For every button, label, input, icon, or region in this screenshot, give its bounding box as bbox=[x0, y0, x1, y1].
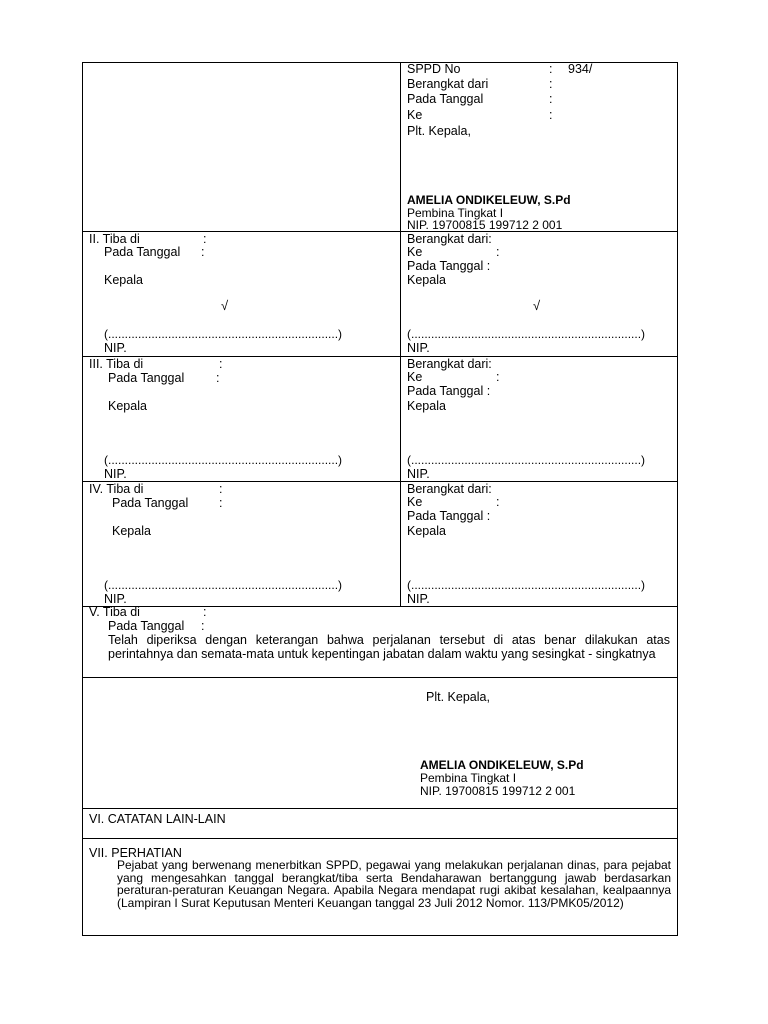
signature-dots: (.....................................................................) bbox=[104, 327, 343, 341]
plt-kepala-label: Plt. Kepala, bbox=[426, 690, 490, 704]
right-signature-dots: (.....................................................................) bbox=[407, 578, 646, 592]
column-divider bbox=[400, 62, 401, 606]
right-pada-tanggal: Pada Tanggal : bbox=[407, 259, 491, 273]
pada-tanggal-label: Pada Tanggal bbox=[108, 619, 185, 633]
signer-name: AMELIA ONDIKELEUW, S.Pd bbox=[407, 193, 571, 207]
tiba-di-label: II. Tiba di bbox=[89, 232, 140, 246]
signer-nip: NIP. 19700815 199712 2 001 bbox=[407, 218, 563, 232]
nip-label: NIP. bbox=[104, 467, 127, 481]
right-kepala-label: Kepala bbox=[407, 399, 446, 413]
pada-tanggal-label: Pada Tanggal bbox=[104, 245, 181, 259]
right-kepala-label: Kepala bbox=[407, 524, 446, 538]
row-divider-4 bbox=[82, 606, 678, 607]
checkmark-icon: √ bbox=[533, 298, 541, 313]
tiba-di-colon: : bbox=[203, 605, 207, 619]
right-berangkat-dari: Berangkat dari: bbox=[407, 482, 492, 496]
tiba-di-colon: : bbox=[219, 357, 223, 371]
pada-tanggal-label: Pada Tanggal bbox=[407, 92, 484, 106]
right-signature-dots: (.....................................................................) bbox=[407, 327, 646, 341]
row-divider-7 bbox=[82, 838, 678, 839]
sppd-no-label: SPPD No bbox=[407, 62, 461, 76]
right-ke-label: Ke bbox=[407, 245, 423, 259]
pada-tanggal-label: Pada Tanggal bbox=[108, 371, 185, 385]
statement-text: Telah diperiksa dengan keterangan bahwa perjalanan tersebut di atas benar dilakukan atas perintahnya dan semata-mata untuk kepentingan jabatan dalam waktu yang sesingkat - singkatnya bbox=[108, 633, 670, 661]
pada-tanggal-colon: : bbox=[216, 371, 220, 385]
checkmark-icon: √ bbox=[221, 298, 229, 313]
nip-label: NIP. bbox=[104, 592, 127, 606]
right-pada-tanggal: Pada Tanggal : bbox=[407, 509, 491, 523]
tiba-di-label: IV. Tiba di bbox=[89, 482, 144, 496]
right-nip-label: NIP. bbox=[407, 467, 430, 481]
right-ke-colon: : bbox=[496, 245, 500, 259]
table-right-border bbox=[677, 62, 678, 935]
table-bottom-border bbox=[82, 935, 678, 936]
pada-tanggal-colon: : bbox=[201, 245, 205, 259]
row-divider-3 bbox=[82, 481, 678, 482]
sppd-no-colon: : bbox=[549, 62, 553, 76]
row-divider-2 bbox=[82, 356, 678, 357]
right-nip-label: NIP. bbox=[407, 592, 430, 606]
signer-rank: Pembina Tingkat I bbox=[420, 771, 517, 785]
signer-rank: Pembina Tingkat I bbox=[407, 206, 504, 220]
signature-dots: (.....................................................................) bbox=[104, 578, 343, 592]
right-kepala-label: Kepala bbox=[407, 273, 446, 287]
row-divider-6 bbox=[82, 808, 678, 809]
right-ke-colon: : bbox=[496, 495, 500, 509]
kepala-label: Kepala bbox=[108, 399, 147, 413]
pada-tanggal-colon: : bbox=[201, 619, 205, 633]
tiba-di-colon: : bbox=[219, 482, 223, 496]
nip-label: NIP. bbox=[104, 341, 127, 355]
right-nip-label: NIP. bbox=[407, 341, 430, 355]
berangkat-dari-colon: : bbox=[549, 77, 553, 91]
row-divider-5 bbox=[82, 677, 678, 678]
tiba-di-label: V. Tiba di bbox=[89, 605, 140, 619]
sppd-no-value: 934/ bbox=[568, 62, 593, 76]
row-divider-1 bbox=[82, 231, 678, 232]
right-ke-label: Ke bbox=[407, 370, 423, 384]
right-berangkat-dari: Berangkat dari: bbox=[407, 357, 492, 371]
pada-tanggal-colon: : bbox=[219, 496, 223, 510]
table-left-border bbox=[82, 62, 83, 935]
kepala-label: Kepala bbox=[112, 524, 151, 538]
perhatian-title: VII. PERHATIAN bbox=[89, 846, 182, 860]
right-signature-dots: (.....................................................................) bbox=[407, 453, 646, 467]
right-ke-colon: : bbox=[496, 370, 500, 384]
plt-kepala-label: Plt. Kepala, bbox=[407, 124, 471, 138]
right-pada-tanggal: Pada Tanggal : bbox=[407, 384, 491, 398]
signer-nip: NIP. 19700815 199712 2 001 bbox=[420, 784, 576, 798]
signature-dots: (.....................................................................) bbox=[104, 453, 343, 467]
right-berangkat-dari: Berangkat dari: bbox=[407, 232, 492, 246]
right-ke-label: Ke bbox=[407, 495, 423, 509]
tiba-di-colon: : bbox=[203, 232, 207, 246]
kepala-label: Kepala bbox=[104, 273, 143, 287]
ke-colon: : bbox=[549, 108, 553, 122]
catatan-title: VI. CATATAN LAIN-LAIN bbox=[89, 812, 226, 826]
pada-tanggal-label: Pada Tanggal bbox=[112, 496, 189, 510]
berangkat-dari-label: Berangkat dari bbox=[407, 77, 489, 91]
tiba-di-label: III. Tiba di bbox=[89, 357, 144, 371]
pada-tanggal-colon: : bbox=[549, 92, 553, 106]
signer-name: AMELIA ONDIKELEUW, S.Pd bbox=[420, 758, 584, 772]
perhatian-body: Pejabat yang berwenang menerbitkan SPPD, pegawai yang melakukan perjalanan dinas, para pejabat yang mengesahkan tanggal berangkat/tiba serta Bendaharawan bertanggung jawab berdasarkan peraturan-peraturan Keuangan Negara. Apabila Negara mendapat rugi akibat kesalahan, kealpaannya (Lampiran I Surat Keputusan Menteri Keuangan tanggal 23 Juli 2012 Nomor. 113/PMK05/2012) bbox=[117, 858, 671, 910]
ke-label: Ke bbox=[407, 108, 423, 122]
